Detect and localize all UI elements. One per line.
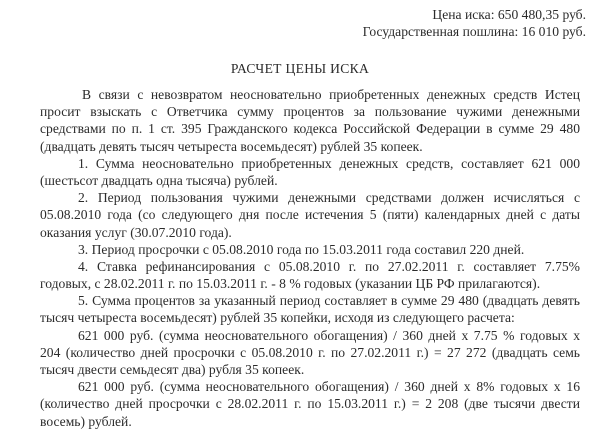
- text-line: 621 000 руб. (сумма неосновательного обогащения) / 360 дней x 7.75 % годовых x: [78, 327, 580, 343]
- text-line: (шестьсот двадцать одна тысяча) рублей.: [40, 172, 278, 188]
- text-line: (двадцать девять тысяч четыреста восемьдесят) рублей 35 копеек.: [40, 138, 423, 154]
- document-title: РАСЧЕТ ЦЕНЫ ИСКА: [230, 61, 370, 76]
- item-4-paragraph: [40, 258, 580, 292]
- text-line: (количество дней просрочки с 28.02.2011 г. по 15.03.2011 г.) = 2 208 (две тысячи двести: [40, 396, 580, 412]
- text-line: 05.08.2010 года (со следующего дня после истечения 5 (пяти) календарных дней с даты: [40, 207, 580, 223]
- item-3-paragraph: [40, 241, 580, 258]
- text-line: 4. Ставка рефинансирования с 05.08.2010 г. по 27.02.2011 г. составляет 7.75%: [78, 258, 580, 274]
- text-line: восемь) рублей.: [40, 413, 132, 429]
- text-line: тысяч двести семьдесят два) рубля 35 копеек.: [40, 362, 305, 377]
- text-line: 2. Период пользования чужими денежными средствами должен исчисляться с: [78, 190, 580, 206]
- item-2-paragraph: [40, 189, 580, 241]
- claim-price-line: Цена иска: 650 480,35 руб.: [432, 7, 586, 22]
- text-line: В связи с невозвратом неосновательно приобретенных денежных средств Истец: [82, 87, 580, 102]
- text-line: тысяч четыреста восемьдесят) рублей 35 копейки, исходя из следующего расчета:: [40, 310, 515, 326]
- calculation-2-paragraph: [40, 378, 580, 430]
- calculation-1-paragraph: [40, 327, 580, 379]
- text-line: средствами по п. 1 ст. 395 Гражданского кодекса Российской Федерации в сумме 29 480: [40, 121, 580, 137]
- intro-paragraph: [40, 86, 580, 155]
- text-line: 1. Сумма неосновательно приобретенных денежных средств, составляет 621 000: [78, 155, 580, 171]
- text-line: просит взыскать с Ответчика сумму процентов за пользование чужими денежными: [40, 104, 580, 120]
- text-line: оказания услуг (30.07.2010 года).: [40, 224, 232, 240]
- text-line: годовых, с 28.02.2011 г. по 15.03.2011 г. - 8 % годовых (указании ЦБ РФ прилагаются).: [40, 276, 541, 292]
- text-line: 204 (количество дней просрочки с 05.08.2010 г. по 27.02.2011 г.) = 27 272 (двадцать семь: [40, 344, 580, 360]
- text-line: 5. Сумма процентов за указанный период составляет в сумме 29 480 (двадцать девять: [78, 293, 580, 309]
- document-body: [40, 86, 580, 430]
- document-header: [226, 6, 586, 40]
- item-1-paragraph: [40, 155, 580, 189]
- item-5-paragraph: [40, 292, 580, 326]
- state-fee-line: Государственная пошлина: 16 010 руб.: [362, 24, 586, 40]
- text-line: 621 000 руб. (сумма неосновательного обогащения) / 360 дней x 8% годовых x 16: [78, 379, 580, 395]
- text-line: 3. Период просрочки с 05.08.2010 года по 15.03.2011 года составил 220 дней.: [78, 241, 525, 257]
